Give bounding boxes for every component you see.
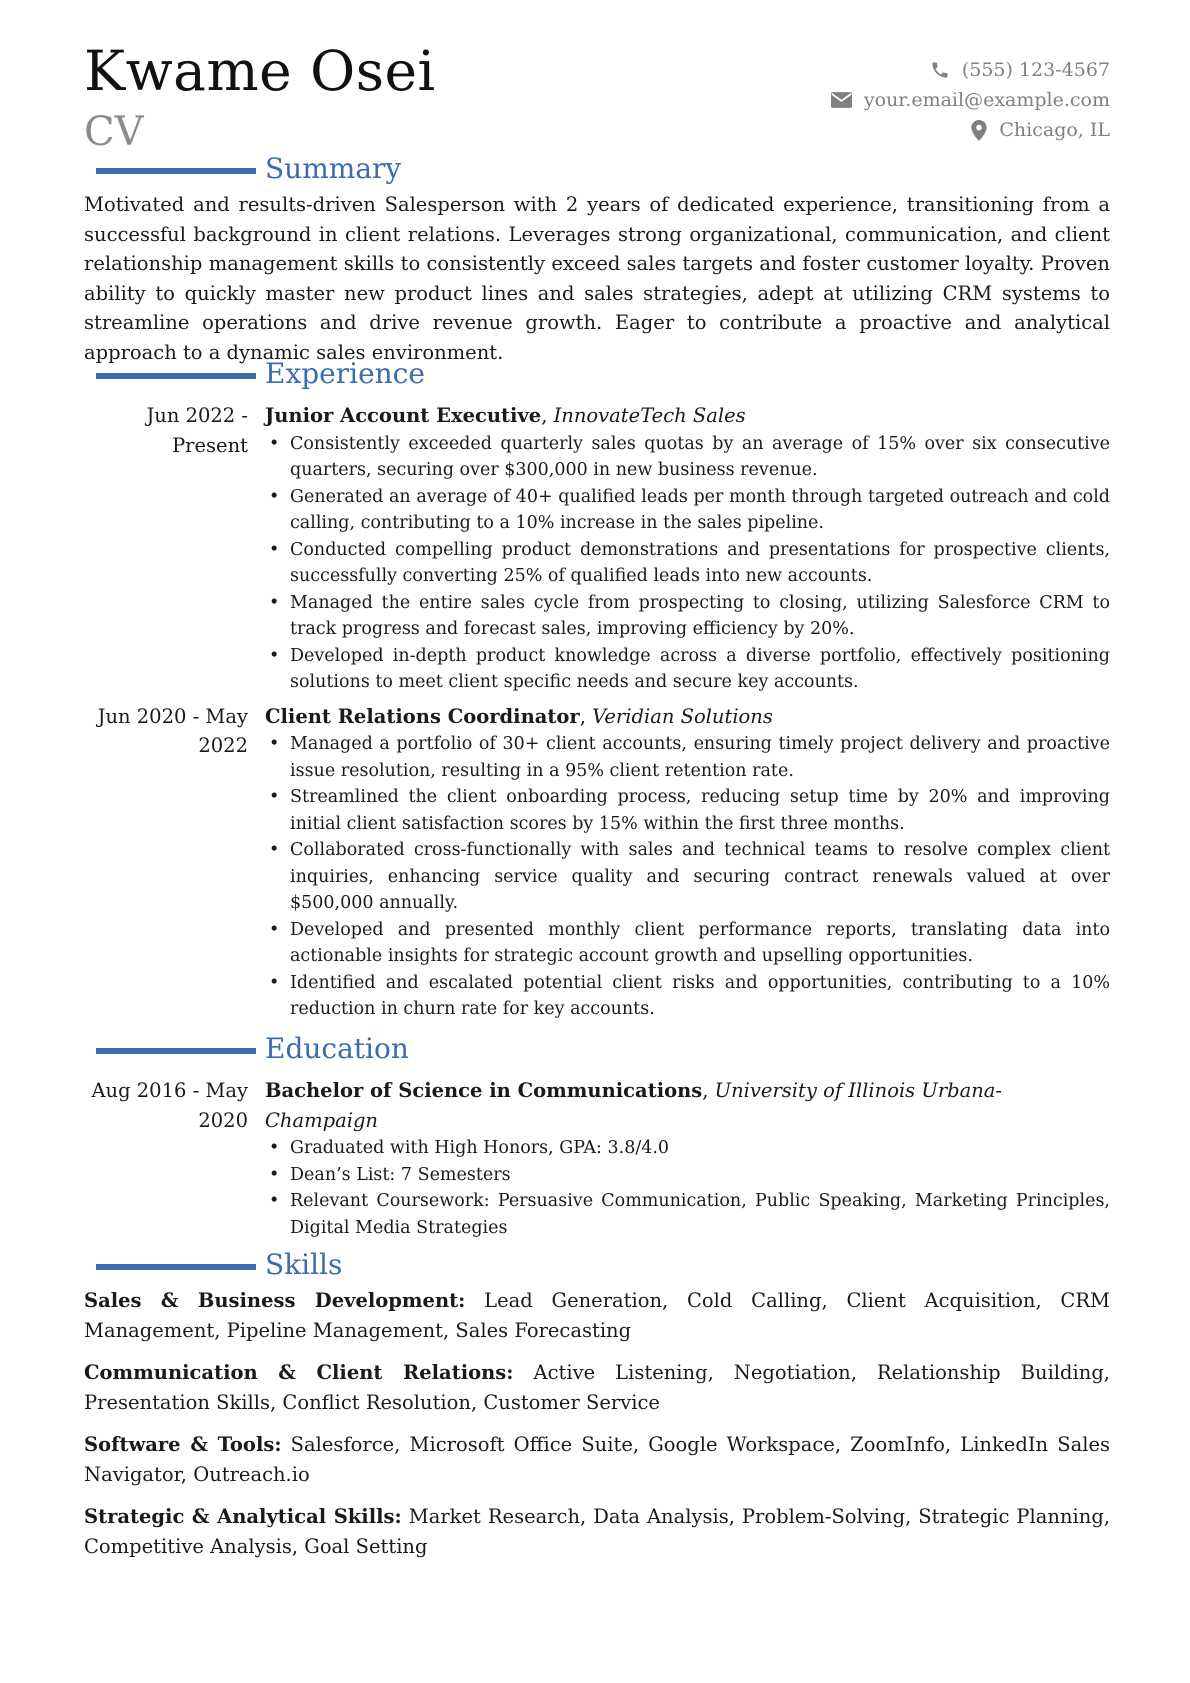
employer: Veridian Solutions [592,704,773,728]
skill-group [84,1286,1110,1345]
email-link[interactable]: your.email@example.com [863,89,1110,111]
section-title-experience: Experience [265,357,425,390]
bullet-list [265,731,1110,1023]
skill-list: Active Listening, Negotiation, Relationship Building, Presentation Skills, Conflict Resolution, Customer Service [84,1361,1111,1414]
entry-date: Jun 2022 - Present [146,404,248,457]
skill-list: Salesforce, Microsoft Office Suite, Google Workspace, ZoomInfo, LinkedIn Sales Navigator, Outreach.io [84,1433,1110,1486]
phone-text: (555) 123-4567 [961,59,1110,81]
entry-date: Jun 2020 - May 2022 [97,704,248,757]
section-header [84,152,1110,190]
list-item: • Collaborated cross-functionally with sales and technical teams to resolve complex client inquiries, enhancing service quality and securing contract renewals valued at over $500,000 annually. [265,837,1110,917]
entry-heading: Junior Account Executive, InnovateTech Sales [265,404,746,427]
skill-list: Market Research, Data Analysis, Problem-Solving, Strategic Planning, Competitive Analysis, Goal Setting [84,1505,1111,1558]
bullet-list [265,431,1110,696]
section-rule [96,1264,256,1270]
list-item: • Dean’s List: 7 Semesters [265,1162,1110,1189]
section-rule [96,1048,256,1054]
document-subtitle: CV [84,109,144,155]
map-pin-icon [971,120,987,141]
skill-group [84,1430,1110,1489]
skill-category: Communication & Client Relations: [84,1361,514,1384]
education-entry [84,1076,1110,1241]
envelope-icon [831,92,852,108]
section-title-education: Education [265,1032,409,1065]
list-item: • Managed the entire sales cycle from prospecting to closing, utilizing Salesforce CRM to track progress and forecast sales, improving efficiency by 20%. [265,590,1110,643]
list-item: • Developed and presented monthly client performance reports, translating data into actionable insights for strategic account growth and upselling opportunities. [265,917,1110,970]
bullet-list [265,1135,1110,1241]
contact-phone [831,55,1110,85]
experience-entry [84,401,1110,696]
candidate-name: Kwame Osei [84,39,436,103]
section-title-skills: Skills [265,1248,343,1281]
employer: InnovateTech Sales [553,404,746,427]
entry-heading: Bachelor of Science in Communications, University of Illinois Urbana-Champaign [265,1079,1003,1132]
list-item: • Relevant Coursework: Persuasive Communication, Public Speaking, Marketing Principles, Digital Media Strategies [265,1188,1110,1241]
list-item: • Identified and escalated potential client risks and opportunities, contributing to a 10% reduction in churn rate for key accounts. [265,970,1110,1023]
section-title-summary: Summary [265,152,402,185]
institution: University of Illinois Urbana-Champaign [265,1079,1003,1132]
summary-section [84,152,1110,367]
list-item: • Streamlined the client onboarding process, reducing setup time by 20% and improving initial client satisfaction scores by 15% within the first three months. [265,784,1110,837]
entry-heading: Client Relations Coordinator, Veridian Solutions [265,704,773,728]
section-header [84,1032,1110,1070]
section-header [84,357,1110,395]
list-item: • Conducted compelling product demonstrations and presentations for prospective clients, successfully converting 25% of qualified leads into new accounts. [265,537,1110,590]
skill-group [84,1358,1110,1417]
job-title: Client Relations Coordinator [265,704,580,728]
section-rule [96,373,256,379]
experience-section [84,357,1110,1029]
location-text: Chicago, IL [999,119,1110,141]
degree-title: Bachelor of Science in Communications [265,1079,703,1102]
entry-date: Aug 2016 - May 2020 [91,1079,248,1132]
section-rule [96,168,256,174]
skill-category: Software & Tools: [84,1433,282,1456]
skill-list: Lead Generation, Cold Calling, Client Acquisition, CRM Management, Pipeline Management, Sales Forecasting [84,1289,1111,1342]
skill-group [84,1502,1110,1561]
summary-text: Motivated and results-driven Salesperson with 2 years of dedicated experience, transitioning from a successful background in client relations. Leverages strong organizational, communication, and client relationship management skills to consistently exceed sales targets and foster customer loyalty. Proven ability to quickly master new product lines and sales strategies, adept at utilizing CRM systems to streamline operations and drive revenue growth. Eager to contribute a proactive and analytical approach to a dynamic sales environment. [84,193,1110,364]
list-item: • Managed a portfolio of 30+ client accounts, ensuring timely project delivery and proactive issue resolution, resulting in a 95% client retention rate. [265,731,1110,784]
skill-category: Strategic & Analytical Skills: [84,1505,402,1528]
list-item: • Developed in-depth product knowledge across a diverse portfolio, effectively positioning solutions to meet client specific needs and secure key accounts. [265,643,1110,696]
experience-entry [84,702,1110,1023]
phone-icon [930,60,950,80]
job-title: Junior Account Executive [265,404,542,427]
section-header [84,1248,1110,1286]
education-section [84,1032,1110,1247]
list-item: • Graduated with High Honors, GPA: 3.8/4.0 [265,1135,1110,1162]
contact-email [831,85,1110,115]
list-item: • Consistently exceeded quarterly sales quotas by an average of 15% over six consecutive quarters, securing over $300,000 in new business revenue. [265,431,1110,484]
skills-section [84,1248,1111,1574]
skill-category: Sales & Business Development: [84,1289,466,1312]
contact-block [831,55,1110,145]
list-item: • Generated an average of 40+ qualified leads per month through targeted outreach and cold calling, contributing to a 10% increase in the sales pipeline. [265,484,1110,537]
contact-location [831,115,1110,145]
